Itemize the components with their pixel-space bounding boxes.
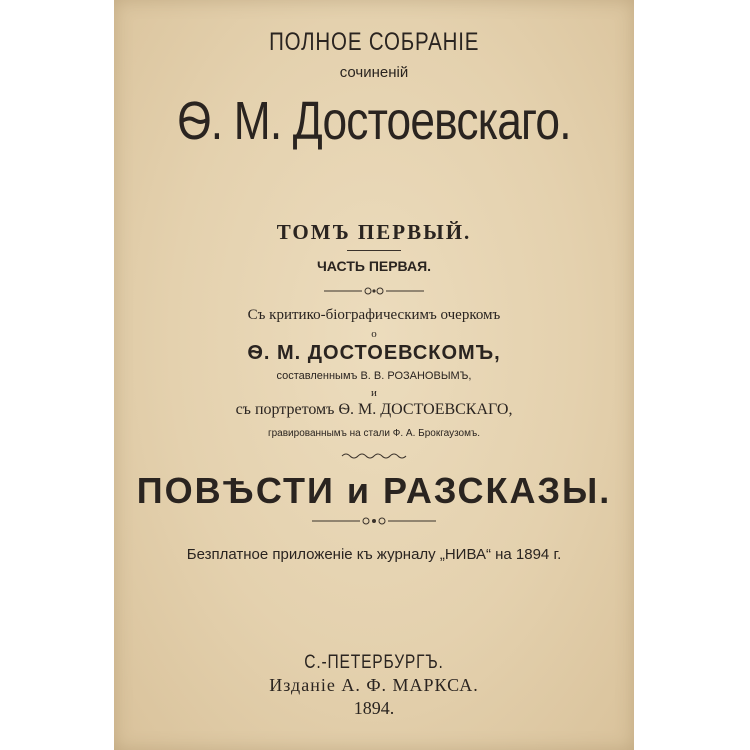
title-page	[114, 0, 634, 750]
volume-label: ТОМЪ ПЕРВЫЙ.	[276, 220, 472, 244]
portrait-line: съ портретомъ Ѳ. М. ДОСТОЕВСКАГО,	[235, 401, 513, 418]
essay-preposition: о	[371, 328, 377, 340]
section-title: ПОВѢСТИ и РАЗСКАЗЫ.	[136, 470, 612, 511]
ornament-divider-bottom	[114, 514, 634, 528]
ornament-divider-top	[114, 284, 634, 298]
collection-heading: ПОЛНОЕ СОБРАНІЕ	[268, 28, 480, 56]
conjunction: и	[371, 387, 377, 399]
engraved-by-line: гравированнымъ на стали Ф. А. Брокгаузомъ.	[267, 428, 481, 439]
part-label: ЧАСТЬ ПЕРВАЯ.	[316, 258, 432, 274]
imprint-publisher: Изданіе А. Ф. МАРКСА.	[269, 675, 479, 695]
works-subheading: сочиненій	[339, 64, 409, 81]
essay-subject: Ѳ. М. ДОСТОЕВСКОМЪ,	[247, 342, 501, 364]
imprint-city: С.-ПЕТЕРБУРГЪ.	[304, 652, 444, 673]
author-title: Ѳ. М. Достоевскаго.	[177, 91, 571, 151]
essay-line: Съ критико-біографическимъ очеркомъ	[247, 307, 501, 323]
short-rule	[347, 250, 401, 251]
imprint-year: 1894.	[353, 698, 395, 718]
compiled-by-line: составленнымъ В. В. РОЗАНОВЫМЪ,	[276, 370, 472, 382]
supplement-note: Безплатное приложеніе къ журналу „НИВА“ на 1894 г.	[186, 546, 562, 563]
wavy-divider	[114, 449, 634, 463]
